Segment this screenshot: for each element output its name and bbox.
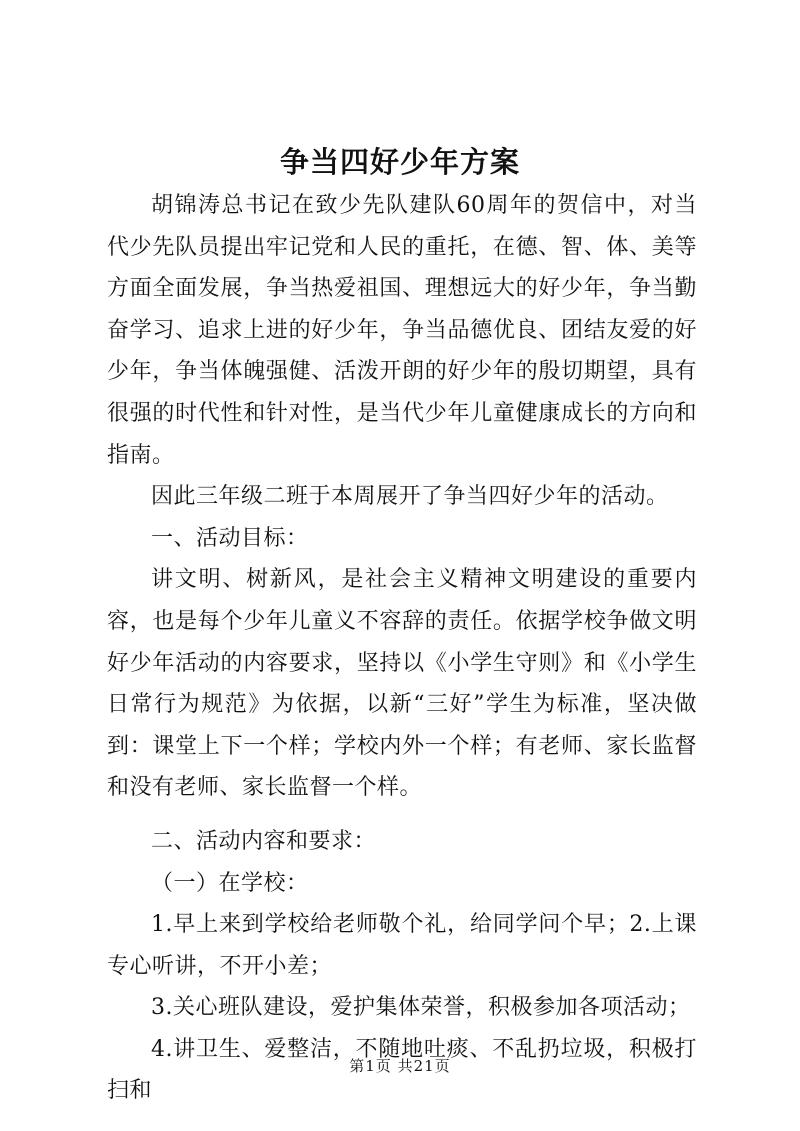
heading-activity-goals: 一、活动目标： — [151, 525, 309, 551]
paragraph-intro: 胡锦涛总书记在致少先队建队60周年的贺信中，对当代少先队员提出牢记党和人民的重托，在德、智、体、美等方面全面发展，争当热爱祖国、理想远大的好少年，争当勤奋学习、追求上进的好少年，争当品德优良、团结友爱的好少年，争当体魄强健、活泼开朗的好少年的殷切期望，具有很强的时代性和针对性，是当代少年儿童健康成长的方向和指南。 — [107, 193, 697, 468]
subheading-at-school: （一）在学校： — [151, 870, 309, 896]
list-item-1-2: 1.早上来到学校给老师敬个礼，给同学问个早；2.上课专心听讲，不开小差； — [107, 912, 697, 979]
page-footer: 第1页 共21页 — [349, 1057, 451, 1075]
document-body — [107, 185, 697, 1112]
paragraph-goals: 讲文明、树新风，是社会主义精神文明建设的重要内容，也是每个少年儿童义不容辞的责任。依据学校争做文明好少年活动的内容要求，坚持以《小学生守则》和《小学生日常行为规范》为依据，以新“三好”学生为标准，坚决做到：课堂上下一个样；学校内外一个样；有老师、家长监督和没有老师、家长监督一个样。 — [107, 567, 697, 801]
paragraph-class-activity: 因此三年级二班于本周展开了争当四好少年的活动。 — [151, 484, 669, 510]
list-item-4: 4.讲卫生、爱整洁，不随地吐痰、不乱扔垃圾，积极打扫和 — [107, 1036, 697, 1104]
document-title: 争当四好少年方案 — [279, 145, 520, 179]
list-item-3: 3.关心班队建设，爱护集体荣誉，积极参加各项活动； — [151, 995, 691, 1021]
heading-activity-content: 二、活动内容和要求： — [151, 828, 377, 854]
